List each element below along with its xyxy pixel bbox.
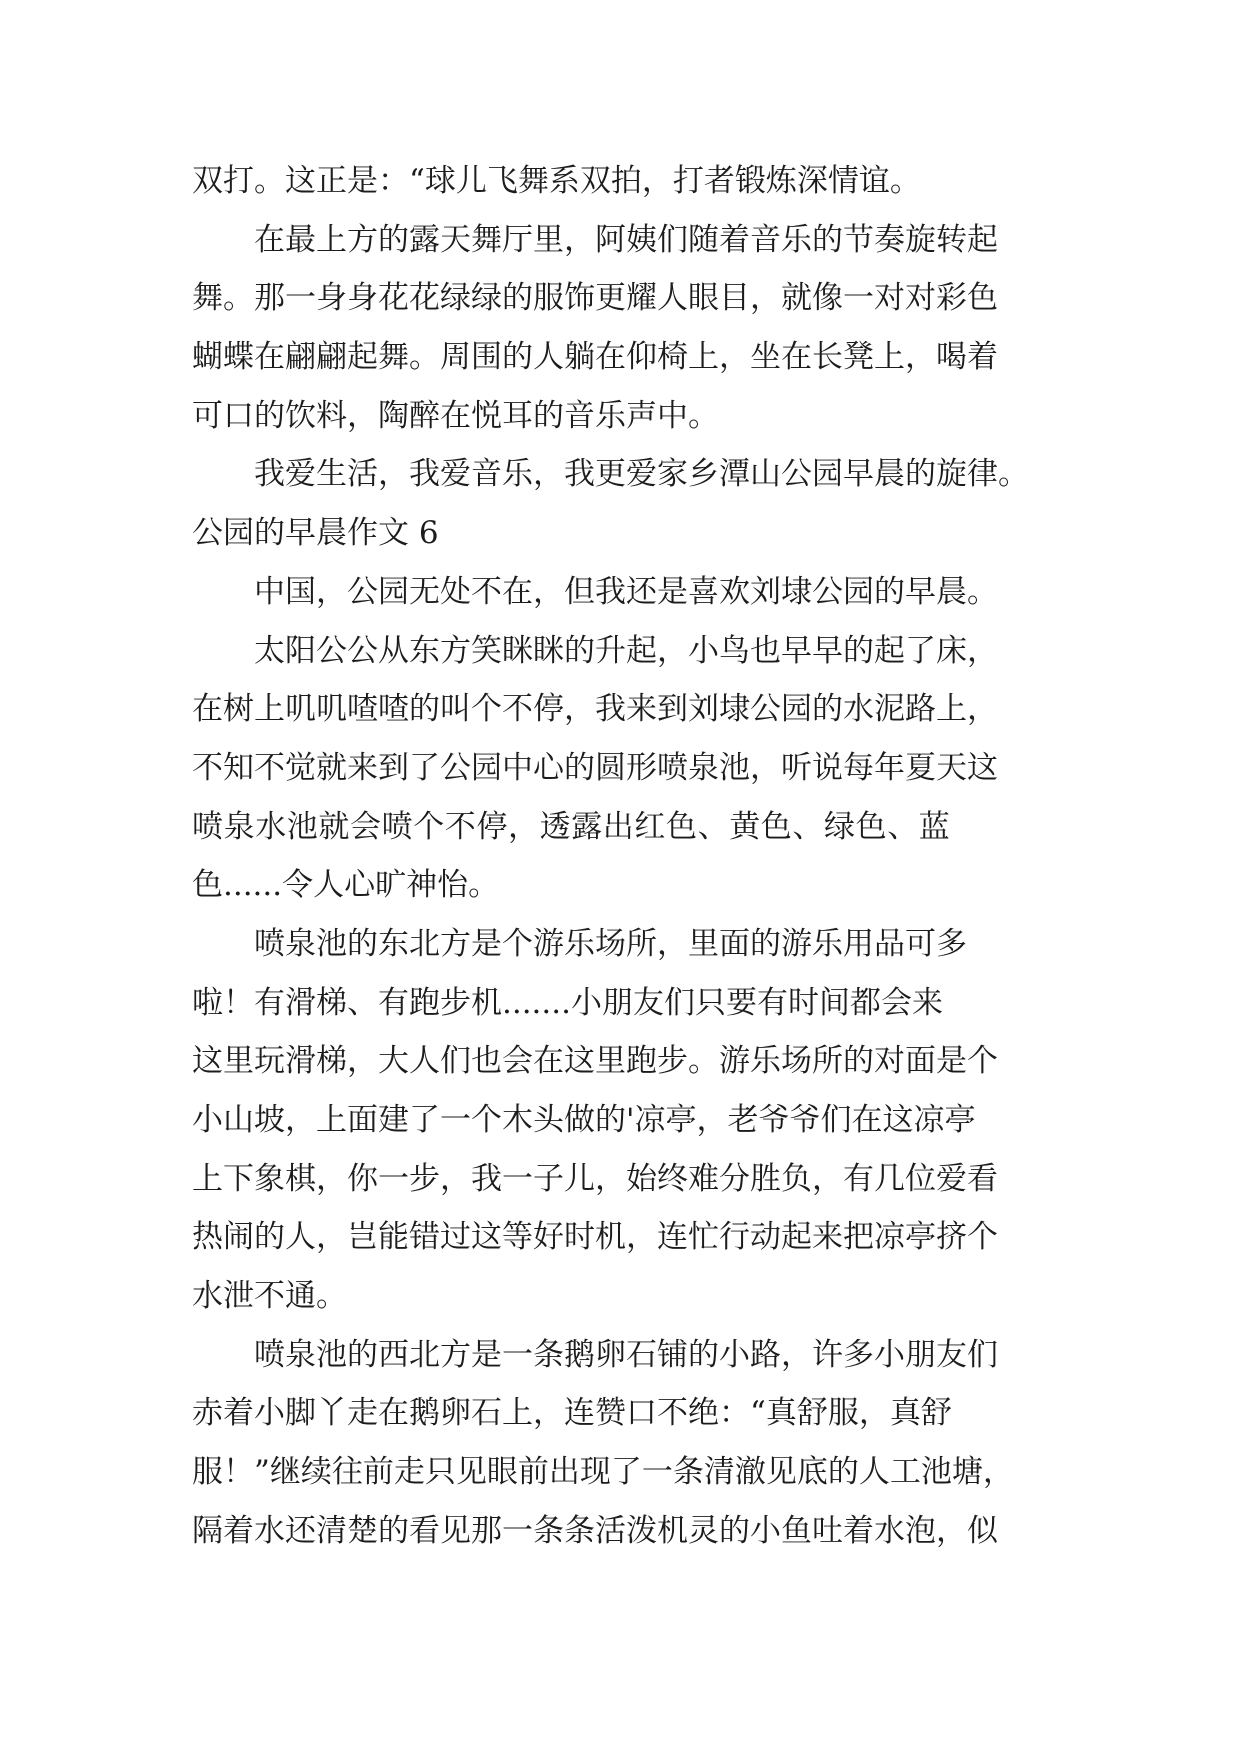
section-heading: 公园的早晨作文 6 <box>192 515 439 552</box>
text-line: 不知不觉就来到了公园中心的圆形喷泉池，听说每年夏天这 <box>192 749 998 786</box>
text-line: 服！”继续往前走只见眼前出现了一条清澈见底的人工池塘， <box>192 1454 1014 1491</box>
text-line: 可口的饮料，陶醉在悦耳的音乐声中。 <box>192 397 719 434</box>
text-line: 色......令人心旷神怡。 <box>192 867 500 904</box>
text-line: 小山坡，上面建了一个木头做的'凉亭，老爷爷们在这凉亭 <box>192 1102 976 1138</box>
article-body <box>192 152 1072 1561</box>
text-line: 太阳公公从东方笑眯眯的升起，小鸟也早早的起了床， <box>254 632 998 669</box>
text-line: 这里玩滑梯，大人们也会在这里跑步。游乐场所的对面是个 <box>192 1043 998 1080</box>
text-line: 喷泉池的东北方是个游乐场所，里面的游乐用品可多 <box>254 925 967 962</box>
text-line: 舞。那一身身花花绿绿的服饰更耀人眼目，就像一对对彩色 <box>192 280 998 317</box>
text-line: 啦！有滑梯、有跑步机.......小朋友们只要有时间都会来 <box>192 984 943 1021</box>
text-line: 双打。这正是：“球儿飞舞系双拍，打者锻炼深情谊。 <box>192 163 921 199</box>
text-line: 喷泉池的西北方是一条鹅卵石铺的小路，许多小朋友们 <box>254 1336 998 1373</box>
text-line: 赤着小脚丫走在鹅卵石上，连赞口不绝：“真舒服，真舒 <box>192 1395 952 1432</box>
text-line: 在最上方的露天舞厅里，阿姨们随着音乐的节奏旋转起 <box>254 221 998 258</box>
text-line: 水泄不通。 <box>192 1278 347 1315</box>
text-line: 热闹的人，岂能错过这等好时机，连忙行动起来把凉亭挤个 <box>192 1219 998 1256</box>
text-line: 我爱生活，我爱音乐，我更爱家乡潭山公园早晨的旋律。 <box>254 456 1029 493</box>
text-line: 隔着水还清楚的看见那一条条活泼机灵的小鱼吐着水泡，似 <box>192 1512 998 1549</box>
text-line: 中国，公园无处不在，但我还是喜欢刘埭公园的早晨。 <box>254 573 998 610</box>
text-line: 在树上叽叽喳喳的叫个不停，我来到刘埭公园的水泥路上， <box>192 691 998 728</box>
text-line: 喷泉水池就会喷个不停，透露出红色、黄色、绿色、蓝 <box>192 808 951 845</box>
text-line: 上下象棋，你一步，我一子儿，始终难分胜负，有几位爱看 <box>192 1160 998 1197</box>
text-line: 蝴蝶在翩翩起舞。周围的人躺在仰椅上，坐在长凳上，喝着 <box>192 339 998 376</box>
